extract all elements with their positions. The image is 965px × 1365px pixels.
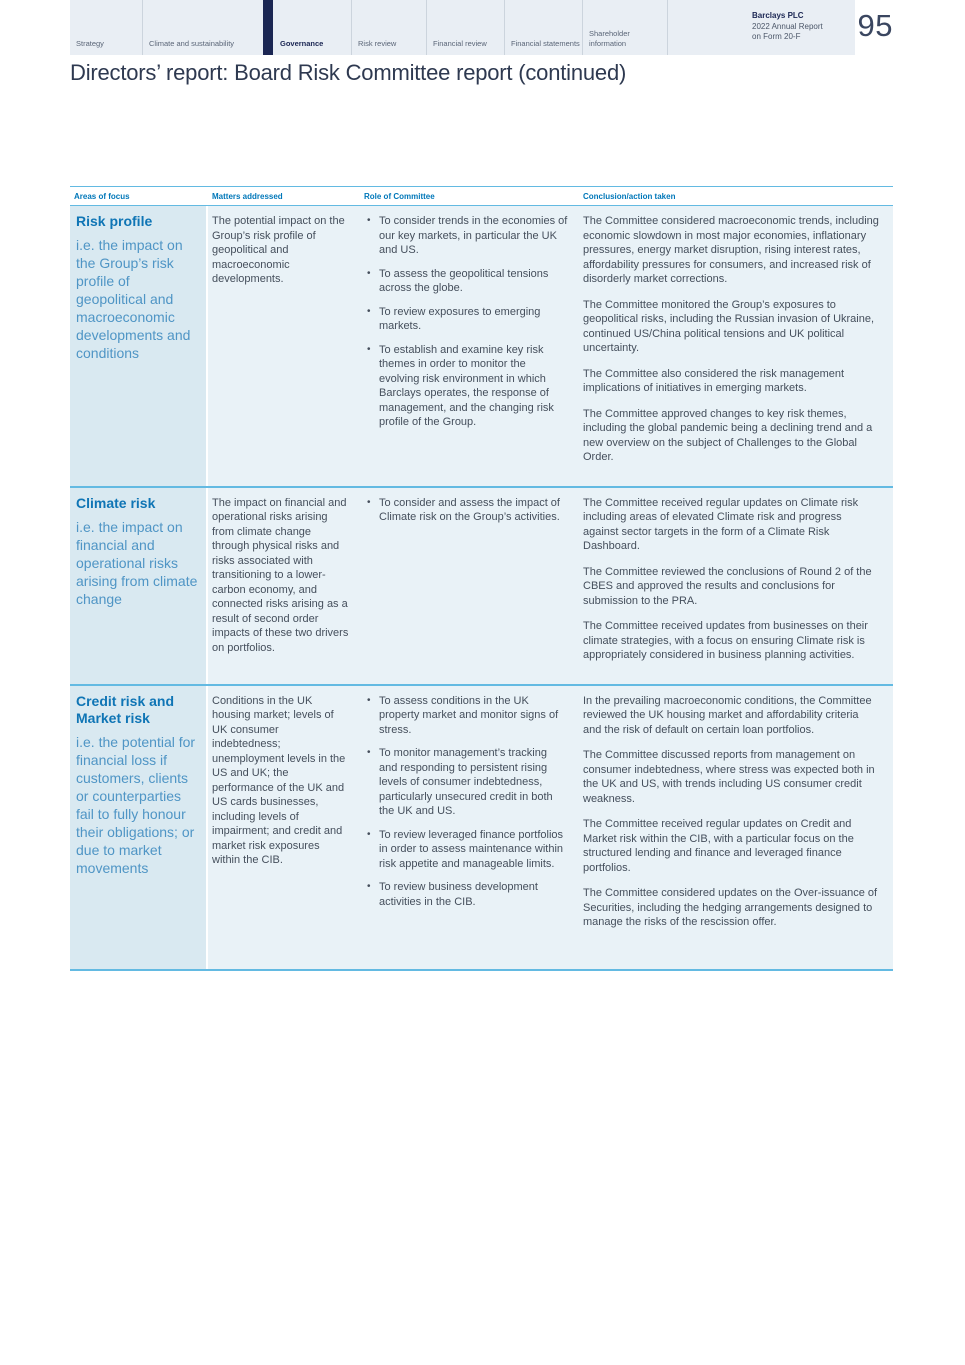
role-bullet: • To assess the geopolitical tensions across the globe.: [364, 267, 568, 296]
role-bullet: • To establish and examine key risk themes in order to monitor the evolving risk environment in which Barclays operates, the response of management, and the changing risk profile of the Group.: [364, 343, 568, 430]
role-bullet: • To review business development activities in the CIB.: [364, 880, 568, 909]
conclusion-paragraph: The Committee considered macroeconomic trends, including economic slowdown in most major economies, inflationary pressures, energy market disruption, rising interest rates, affordability pressures for consumers, and increased risk of disorderly market corrections.: [583, 215, 879, 285]
matters-paragraph: The impact on financial and operational risks arising from climate change through physical risks and risks associated with transitioning to a lower-carbon economy, and connected risks arising as a result of second order impacts of these two drivers on portfolios.: [212, 496, 349, 654]
nav-tab-risk-review[interactable]: [351, 0, 426, 55]
role-of-committee-cell: [360, 488, 578, 684]
nav-tab-label: Financial statements: [511, 38, 580, 48]
conclusion-paragraph: The Committee received regular updates on Credit and Market risk within the CIB, with a particular focus on the structured lending and finance and leveraged finance portfolios.: [583, 818, 854, 874]
conclusion-paragraph: In the prevailing macroeconomic conditions, the Committee reviewed the UK housing market and affordability criteria and the risk of default on certain loan portfolios.: [583, 694, 872, 736]
role-of-committee-cell: [360, 686, 578, 969]
nav-tab-climate-and-sustainability[interactable]: [142, 0, 263, 55]
page-title: Directors’ report: Board Risk Committee report (continued): [70, 60, 627, 85]
nav-tabs: [70, 0, 855, 55]
nav-tab-label: Risk review: [358, 38, 397, 48]
area-subtitle: i.e. the impact on financial and operational risks arising from climate change: [76, 518, 198, 607]
nav-tab-shareholder-information[interactable]: [582, 0, 667, 55]
conclusion-paragraph: The Committee received updates from businesses on their climate strategies, with a focus on ensuring Climate risk is appropriately considered in business planning activities.: [583, 620, 868, 661]
conclusion-paragraph: The Committee approved changes to key risk themes, including the global pandemic being a declining trend and a new overview on the subject of Challenges to the Global Order.: [583, 407, 873, 463]
area-subtitle: i.e. the impact on the Group’s risk profile of geopolitical and macroeconomic developments and conditions: [76, 237, 191, 361]
nav-tab-label: Climate and sustainability: [149, 38, 235, 48]
role-bullet: • To review exposures to emerging markets.: [364, 305, 568, 334]
area-of-focus-cell: [70, 686, 208, 969]
nav-tab-label: Financial review: [433, 38, 487, 48]
page-number: 95: [857, 8, 893, 43]
brand-name: Barclays PLC: [752, 11, 804, 20]
conclusion-cell: [578, 686, 893, 969]
committee-table: [70, 186, 893, 971]
nav-tab-label: Strategy: [76, 38, 104, 48]
brand-form-line: on Form 20-F: [752, 32, 801, 41]
nav-tab-financial-statements[interactable]: [504, 0, 582, 55]
matters-paragraph: The potential impact on the Group’s risk profile of geopolitical and macroeconomic developments.: [212, 215, 345, 285]
area-of-focus-cell: [70, 206, 208, 486]
area-of-focus-cell: [70, 488, 208, 684]
matters-paragraph: Conditions in the UK housing market; levels of UK consumer indebtedness; unemployment levels in the US and UK; the performance of the UK and US cards businesses, including levels of impairment; and credit and market risk exposures within the CIB.: [212, 694, 346, 866]
table-header-row: [70, 187, 893, 206]
area-title: Credit risk and Market risk: [76, 692, 175, 726]
area-title: Risk profile: [76, 213, 153, 229]
table-body: [70, 206, 893, 971]
nav-tab-label: Shareholder information: [589, 29, 630, 48]
conclusion-paragraph: The Committee discussed reports from management on consumer indebtedness, where stress was expected both in the UK and US, with trends including US consumer credit weakness.: [583, 749, 875, 805]
conclusion-cell: [578, 206, 893, 486]
conclusion-cell: [578, 488, 893, 684]
role-bullet-list: [364, 214, 568, 430]
conclusion-paragraph: The Committee considered updates on the Over-issuance of Securities, including the hedging arrangements designed to manage the risks of the rescission offer.: [583, 887, 878, 928]
nav-tab-financial-review[interactable]: [426, 0, 504, 55]
conclusion-paragraph: The Committee monitored the Group’s exposures to geopolitical risks, including the Russian invasion of Ukraine, continued US/China political tensions and UK political uncertainty.: [583, 298, 875, 354]
brand-block: [752, 11, 823, 42]
table-row-credit-risk-and-market-risk: [70, 686, 893, 971]
column-header-role-of-committee: Role of Committee: [364, 192, 435, 201]
area-title: Climate risk: [76, 494, 156, 511]
role-bullet: • To consider and assess the impact of Climate risk on the Group’s activities.: [364, 496, 568, 525]
brand-report-line: 2022 Annual Report: [752, 22, 823, 31]
nav-tab-label: Governance: [280, 38, 324, 48]
role-of-committee-cell: [360, 206, 578, 486]
role-bullet: • To consider trends in the economies of our key markets, in particular the UK and US.: [364, 214, 568, 258]
matters-addressed-cell: [208, 488, 360, 684]
table-row-risk-profile: [70, 206, 893, 488]
role-bullet: • To monitor management’s tracking and responding to persistent rising levels of consumer indebtedness, particularly unsecured credit in both the UK and US.: [364, 746, 568, 819]
role-bullet-list: [364, 496, 568, 525]
active-tab-marker: [263, 0, 273, 55]
role-bullet: • To assess conditions in the UK property market and monitor signs of stress.: [364, 694, 568, 738]
column-header-conclusion-action-taken: Conclusion/action taken: [583, 192, 676, 201]
table-row-climate-risk: [70, 488, 893, 686]
area-subtitle: i.e. the potential for financial loss if customers, clients or counterparties fail to fully honour their obligations; or due to market movements: [76, 733, 196, 876]
conclusion-paragraph: The Committee received regular updates on Climate risk including areas of elevated Climate risk and progress against sector targets in the form of a Climate Risk Dashboard.: [583, 496, 859, 552]
conclusion-paragraph: The Committee also considered the risk management implications of initiatives in emerging markets.: [583, 367, 845, 394]
column-header-areas-of-focus: Areas of focus: [74, 192, 130, 201]
nav-tab-governance[interactable]: [263, 0, 351, 55]
matters-addressed-cell: [208, 206, 360, 486]
report-top-nav: [70, 0, 855, 55]
column-header-matters-addressed: Matters addressed: [212, 192, 283, 201]
role-bullet-list: [364, 694, 568, 910]
matters-addressed-cell: [208, 686, 360, 969]
nav-tab-strategy[interactable]: [70, 0, 142, 55]
conclusion-paragraph: The Committee reviewed the conclusions of Round 2 of the CBES and approved the results and conclusions for submission to the PRA.: [583, 565, 872, 607]
role-bullet: • To review leveraged finance portfolios in order to assess maintenance within risk appetite and manageable limits.: [364, 828, 568, 872]
